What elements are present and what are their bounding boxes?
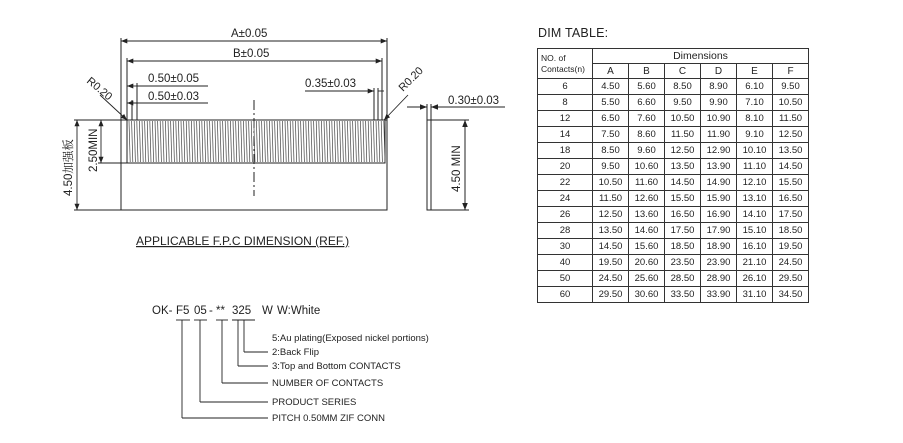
hatch-line xyxy=(199,121,200,162)
table-row xyxy=(538,271,809,287)
dimension-cell: 16.50 xyxy=(665,207,701,223)
dimension-cell: 15.90 xyxy=(701,191,737,207)
hatch-line xyxy=(158,121,159,162)
dimension-cell: 24.50 xyxy=(773,255,809,271)
hatch-line xyxy=(303,121,304,162)
dimension-cell: 10.60 xyxy=(629,159,665,175)
dimension-cell: 15.10 xyxy=(737,223,773,239)
hatch-line xyxy=(163,121,164,162)
gap-label: 0.35±0.03 xyxy=(305,78,357,90)
hatch-line xyxy=(165,121,166,162)
hatch-line xyxy=(204,121,205,162)
hatch-line xyxy=(376,121,377,162)
hatch-line xyxy=(269,121,270,162)
contacts-cell: 50 xyxy=(538,271,593,287)
dimension-cell: 5.60 xyxy=(629,79,665,95)
hatch-line xyxy=(233,121,234,162)
header-noof-line2: Contacts(n) xyxy=(541,63,585,74)
dimension-cell: 7.50 xyxy=(593,127,629,143)
hatch-line xyxy=(334,121,335,162)
column-header: A xyxy=(593,64,629,79)
contacts-cell: 22 xyxy=(538,175,593,191)
hatch-line xyxy=(251,121,252,162)
dimension-cell: 8.10 xyxy=(737,111,773,127)
table-row xyxy=(538,95,809,111)
hatch-line xyxy=(236,121,237,162)
hatch-line xyxy=(220,121,221,162)
pn-leader-lines xyxy=(182,320,268,418)
contacts-cell: 28 xyxy=(538,223,593,239)
dimension-cell: 5.50 xyxy=(593,95,629,111)
dimension-cell: 8.50 xyxy=(593,143,629,159)
hatch-line xyxy=(147,121,148,162)
hatch-line xyxy=(225,121,226,162)
dimension-cell: 8.50 xyxy=(665,79,701,95)
hatch-line xyxy=(217,121,218,162)
hatch-line xyxy=(327,121,328,162)
dimension-cell: 12.60 xyxy=(629,191,665,207)
dimension-cell: 9.50 xyxy=(665,95,701,111)
dimension-cell: 9.10 xyxy=(737,127,773,143)
table-row xyxy=(538,79,809,95)
contact-hatching xyxy=(129,121,385,162)
hatch-line xyxy=(340,121,341,162)
hatch-line xyxy=(202,121,203,162)
hatch-line xyxy=(347,121,348,162)
dimension-cell: 6.10 xyxy=(737,79,773,95)
note-series: PRODUCT SERIES xyxy=(272,397,357,408)
pn-series: F5 xyxy=(176,305,190,317)
table-row xyxy=(538,287,809,303)
dimension-cell: 24.50 xyxy=(593,271,629,287)
dimension-cell: 12.50 xyxy=(773,127,809,143)
hatch-line xyxy=(293,121,294,162)
hatch-line xyxy=(129,121,130,162)
fpc-caption: APPLICABLE F.P.C DIMENSION (REF.) xyxy=(136,234,350,248)
dimension-cell: 12.10 xyxy=(737,175,773,191)
dimension-cell: 14.10 xyxy=(737,207,773,223)
table-row xyxy=(538,255,809,271)
dimension-cell: 17.50 xyxy=(773,207,809,223)
dimension-cell: 4.50 xyxy=(593,79,629,95)
hatch-line xyxy=(181,121,182,162)
dimension-cell: 18.50 xyxy=(773,223,809,239)
hatch-line xyxy=(246,121,247,162)
hatch-line xyxy=(155,121,156,162)
hatch-line xyxy=(186,121,187,162)
hatch-line xyxy=(306,121,307,162)
dimension-cell: 26.10 xyxy=(737,271,773,287)
pn-color-desc: W:White xyxy=(277,305,321,317)
dimension-cell: 11.10 xyxy=(737,159,773,175)
dimension-cell: 17.90 xyxy=(701,223,737,239)
hatch-line xyxy=(267,121,268,162)
hatch-line xyxy=(212,121,213,162)
pn-prefix: OK- xyxy=(152,305,173,317)
dim-table-title: DIM TABLE: xyxy=(538,26,609,40)
note-variant-1: 5:Au plating(Exposed nickel portions) xyxy=(272,333,429,344)
dimension-cell: 11.60 xyxy=(629,175,665,191)
column-header: F xyxy=(773,64,809,79)
contacts-cell: 40 xyxy=(538,255,593,271)
hatch-line xyxy=(329,121,330,162)
dimension-cell: 21.10 xyxy=(737,255,773,271)
hatch-line xyxy=(324,121,325,162)
hatch-line xyxy=(371,121,372,162)
dimension-cell: 13.50 xyxy=(593,223,629,239)
hatch-line xyxy=(272,121,273,162)
hatch-line xyxy=(342,121,343,162)
hatch-line xyxy=(366,121,367,162)
column-header: E xyxy=(737,64,773,79)
hatch-line xyxy=(262,121,263,162)
header-noof xyxy=(538,49,593,79)
hatch-line xyxy=(145,121,146,162)
dimension-cell: 6.50 xyxy=(593,111,629,127)
pn-contacts: ** xyxy=(216,305,225,317)
hatch-line xyxy=(337,121,338,162)
height-min-label: 2.50MIN xyxy=(88,128,100,172)
contacts-cell: 14 xyxy=(538,127,593,143)
hatch-line xyxy=(381,121,382,162)
dimension-cell: 14.60 xyxy=(629,223,665,239)
pitch-label: 0.50±0.05 xyxy=(148,73,200,85)
hatch-line xyxy=(368,121,369,162)
side-height-label: 4.50 MIN xyxy=(451,145,463,192)
hatch-line xyxy=(150,121,151,162)
hatch-line xyxy=(160,121,161,162)
note-variant-3: 3:Top and Bottom CONTACTS xyxy=(272,361,401,372)
dimension-cell: 14.50 xyxy=(593,239,629,255)
hatch-line xyxy=(282,121,283,162)
hatch-line xyxy=(230,121,231,162)
hatch-line xyxy=(139,121,140,162)
dimension-cell: 13.90 xyxy=(701,159,737,175)
hatch-line xyxy=(264,121,265,162)
hatch-line xyxy=(189,121,190,162)
hatch-line xyxy=(301,121,302,162)
hatch-line xyxy=(345,121,346,162)
dimension-cell: 15.60 xyxy=(629,239,665,255)
hatch-line xyxy=(223,121,224,162)
dimension-cell: 29.50 xyxy=(593,287,629,303)
hatch-line xyxy=(321,121,322,162)
hatch-line xyxy=(373,121,374,162)
hatch-line xyxy=(288,121,289,162)
dimension-cell: 33.50 xyxy=(665,287,701,303)
dimension-cell: 34.50 xyxy=(773,287,809,303)
radius-right-label: R0.20 xyxy=(396,64,426,95)
hatch-line xyxy=(316,121,317,162)
dimension-cell: 14.50 xyxy=(665,175,701,191)
hatch-line xyxy=(173,121,174,162)
pn-pitch: 05 xyxy=(194,305,207,317)
table-row xyxy=(538,159,809,175)
hatch-line xyxy=(277,121,278,162)
dimension-cell: 6.60 xyxy=(629,95,665,111)
hatch-line xyxy=(191,121,192,162)
dim-a-label: A±0.05 xyxy=(231,28,268,40)
dimension-cell: 10.10 xyxy=(737,143,773,159)
dimension-cell: 18.90 xyxy=(701,239,737,255)
dimension-cell: 11.90 xyxy=(701,127,737,143)
dimension-cell: 12.50 xyxy=(593,207,629,223)
dimension-cell: 14.90 xyxy=(701,175,737,191)
dimension-cell: 25.60 xyxy=(629,271,665,287)
table-row xyxy=(538,191,809,207)
dimension-cell: 28.90 xyxy=(701,271,737,287)
hatch-line xyxy=(243,121,244,162)
hatch-line xyxy=(355,121,356,162)
table-row xyxy=(538,111,809,127)
dimension-cell: 9.90 xyxy=(701,95,737,111)
dimension-cell: 7.60 xyxy=(629,111,665,127)
hatch-line xyxy=(210,121,211,162)
hatch-line xyxy=(332,121,333,162)
width-label: 0.50±0.03 xyxy=(148,91,200,103)
hatch-line xyxy=(207,121,208,162)
note-contacts: NUMBER OF CONTACTS xyxy=(272,378,384,389)
hatch-line xyxy=(275,121,276,162)
hatch-line xyxy=(363,121,364,162)
hatch-line xyxy=(358,121,359,162)
dimension-cell: 16.90 xyxy=(701,207,737,223)
header-dimensions: Dimensions xyxy=(593,49,809,64)
hatch-line xyxy=(280,121,281,162)
contacts-cell: 24 xyxy=(538,191,593,207)
dimension-cell: 9.50 xyxy=(773,79,809,95)
pn-dash: - xyxy=(209,305,213,317)
dimension-cell: 14.50 xyxy=(773,159,809,175)
table-row xyxy=(538,127,809,143)
hatch-line xyxy=(241,121,242,162)
contacts-cell: 20 xyxy=(538,159,593,175)
dimension-cell: 18.50 xyxy=(665,239,701,255)
hatch-line xyxy=(350,121,351,162)
dimension-cell: 10.50 xyxy=(773,95,809,111)
hatch-line xyxy=(249,121,250,162)
table-row xyxy=(538,223,809,239)
dimension-cell: 12.90 xyxy=(701,143,737,159)
note-variant-2: 2:Back Flip xyxy=(272,347,319,358)
dimension-cell: 13.50 xyxy=(773,143,809,159)
hatch-line xyxy=(290,121,291,162)
contacts-cell: 6 xyxy=(538,79,593,95)
hatch-line xyxy=(176,121,177,162)
contacts-cell: 8 xyxy=(538,95,593,111)
dimension-cell: 11.50 xyxy=(665,127,701,143)
hatch-line xyxy=(353,121,354,162)
hatch-line xyxy=(259,121,260,162)
dimension-cell: 28.50 xyxy=(665,271,701,287)
hatch-line xyxy=(228,121,229,162)
dimension-cell: 16.50 xyxy=(773,191,809,207)
hatch-line xyxy=(194,121,195,162)
table-row xyxy=(538,239,809,255)
dimension-cell: 8.90 xyxy=(701,79,737,95)
hatch-line xyxy=(238,121,239,162)
dimension-cell: 7.10 xyxy=(737,95,773,111)
dimension-cell: 9.60 xyxy=(629,143,665,159)
dimension-cell: 13.50 xyxy=(665,159,701,175)
thickness-label: 0.30±0.03 xyxy=(448,95,500,107)
dimension-cell: 33.90 xyxy=(701,287,737,303)
dimension-cell: 10.50 xyxy=(593,175,629,191)
hatch-line xyxy=(134,121,135,162)
dimension-cell: 9.50 xyxy=(593,159,629,175)
dimension-cell: 10.50 xyxy=(665,111,701,127)
hatch-line xyxy=(215,121,216,162)
table-row xyxy=(538,143,809,159)
dimension-cell: 29.50 xyxy=(773,271,809,287)
contacts-cell: 60 xyxy=(538,287,593,303)
contacts-cell: 18 xyxy=(538,143,593,159)
dimension-cell: 16.10 xyxy=(737,239,773,255)
hatch-line xyxy=(137,121,138,162)
dimension-cell: 12.50 xyxy=(665,143,701,159)
hatch-line xyxy=(308,121,309,162)
dimension-cell: 10.90 xyxy=(701,111,737,127)
hatch-line xyxy=(379,121,380,162)
header-noof-line1: NO. of xyxy=(541,52,566,63)
hatch-line xyxy=(184,121,185,162)
table-row xyxy=(538,175,809,191)
hatch-line xyxy=(132,121,133,162)
dimension-cell: 23.90 xyxy=(701,255,737,271)
radius-left-label: R0.20 xyxy=(84,75,115,104)
stiffener-label: 4.50加强板 xyxy=(63,139,75,196)
dimension-cell: 13.60 xyxy=(629,207,665,223)
contacts-cell: 12 xyxy=(538,111,593,127)
hatch-line xyxy=(168,121,169,162)
column-header: C xyxy=(665,64,701,79)
dimension-cell: 15.50 xyxy=(773,175,809,191)
dim-table xyxy=(537,48,809,303)
hatch-line xyxy=(197,121,198,162)
column-header: D xyxy=(701,64,737,79)
hatch-line xyxy=(256,121,257,162)
dimension-cell: 13.10 xyxy=(737,191,773,207)
hatch-line xyxy=(142,121,143,162)
contacts-cell: 30 xyxy=(538,239,593,255)
dimension-cell: 8.60 xyxy=(629,127,665,143)
dimension-cell: 31.10 xyxy=(737,287,773,303)
dimension-cell: 20.60 xyxy=(629,255,665,271)
dimension-cell: 15.50 xyxy=(665,191,701,207)
hatch-line xyxy=(311,121,312,162)
dimension-cell: 30.60 xyxy=(629,287,665,303)
dimension-cell: 19.50 xyxy=(593,255,629,271)
dimension-cell: 19.50 xyxy=(773,239,809,255)
hatch-line xyxy=(285,121,286,162)
pn-color-code: W xyxy=(262,305,273,317)
pn-variant: 325 xyxy=(232,305,252,317)
note-pitch: PITCH 0.50MM ZIF CONN xyxy=(272,413,385,424)
hatch-line xyxy=(319,121,320,162)
hatch-line xyxy=(360,121,361,162)
hatch-line xyxy=(295,121,296,162)
hatch-line xyxy=(298,121,299,162)
dimension-cell: 23.50 xyxy=(665,255,701,271)
hatch-line xyxy=(171,121,172,162)
hatch-line xyxy=(314,121,315,162)
dimension-cell: 17.50 xyxy=(665,223,701,239)
hatch-line xyxy=(178,121,179,162)
column-header: B xyxy=(629,64,665,79)
dim-b-label: B±0.05 xyxy=(233,48,270,60)
table-row xyxy=(538,207,809,223)
dimension-cell: 11.50 xyxy=(773,111,809,127)
dimension-cell: 11.50 xyxy=(593,191,629,207)
contacts-cell: 26 xyxy=(538,207,593,223)
hatch-line xyxy=(152,121,153,162)
